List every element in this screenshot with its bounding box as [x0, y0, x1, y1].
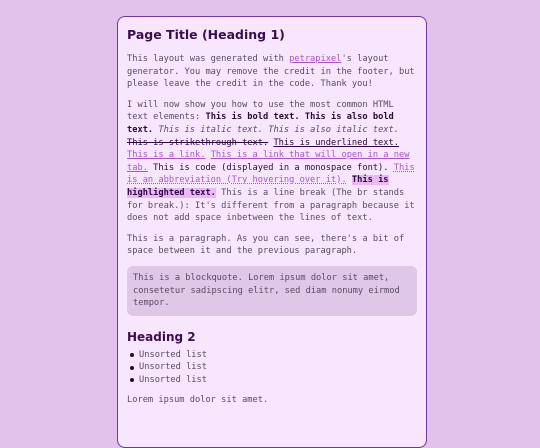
italic-text: This is italic text. [158, 124, 263, 135]
list-item: Unsorted list [139, 361, 417, 374]
paragraph: This is a paragraph. As you can see, there's a bit of space between it and the previous paragraph. [127, 233, 405, 257]
abbreviation[interactable]: This is an abbreviation (Try hovering over it). [127, 162, 415, 186]
link[interactable]: This is a link. [127, 150, 206, 161]
page-title: Page Title (Heading 1) [127, 27, 285, 42]
underlined-text: This is underlined text. [273, 137, 399, 148]
blockquote: This is a blockquote. Lorem ipsum dolor sit amet, consetetur sadipscing elitr, sed diam nonumy eirmod tempor. [127, 266, 417, 316]
strikethrough-text: This is strikethrough text. [127, 137, 269, 148]
lorem-paragraph: Lorem ipsum dolor sit amet. [127, 395, 269, 406]
line-break-text: This is a line break (The br stands for break.): It's different from a paragraph because it does not add space inbetween the lines of text. [127, 187, 415, 224]
list-item: Unsorted list [139, 349, 417, 362]
intro-text-end: 's layout generator. You may remove the credit in the footer, but please leave the credit in the code. Thank you! [127, 54, 415, 90]
unsorted-list [127, 349, 417, 387]
petrapixel-link[interactable]: petrapixel [289, 54, 342, 64]
elements-lead: I will now show you how to use the most common HTML text elements: [127, 99, 394, 123]
new-tab-link[interactable]: This is a link that will open in a new tab. [127, 150, 410, 173]
intro-text: This layout was generated with [127, 54, 290, 64]
content-card [117, 16, 427, 448]
intro-paragraph [127, 53, 417, 91]
code-text: This is code (displayed in a monospace font). [153, 162, 389, 173]
bold-text: This is bold text. [205, 112, 300, 123]
italic-text-2: This is also italic text. [268, 124, 399, 135]
elements-paragraph [127, 99, 417, 225]
highlighted-text: This is highlighted text. [127, 175, 389, 198]
heading-2: Heading 2 [127, 329, 196, 344]
bold-text-2: This is also bold text. [127, 112, 394, 135]
list-item: Unsorted list [139, 374, 417, 387]
